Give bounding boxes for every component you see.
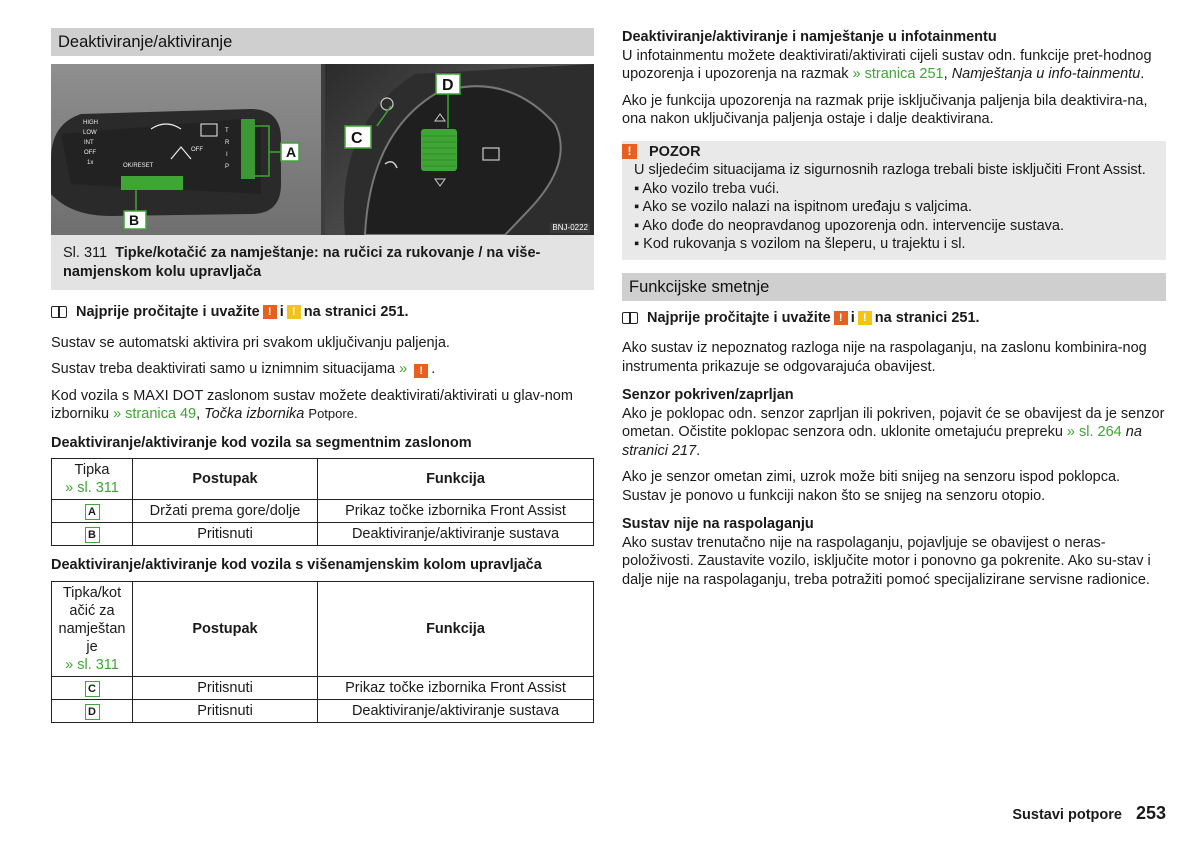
list-item: ▪ Ako se vozilo nalazi na ispitnom uređaju s valjcima.: [634, 199, 973, 215]
paragraph-sensor: Ako je poklopac odn. senzor zaprljan ili pokriven, pojavit će se obavijest da je senzor ometan. Očistite poklopac senzora odn. uklonite ometajuću prepreku » sl. 264 na stranici 217.: [622, 405, 1165, 459]
fig-311-link-2[interactable]: » sl. 311: [65, 656, 119, 673]
table-multifunction-wheel: [51, 581, 594, 723]
figure-code: BNJ-0222: [552, 223, 588, 232]
paragraph-winter: Ako je senzor ometan zimi, uzrok može biti snijeg na senzoru ispod poklopca. Sustav je ponovo u funkciji nakon što se snijeg na senzoru otopio.: [622, 469, 1121, 504]
warning-icon-inline[interactable]: !: [414, 364, 428, 378]
table2-head-procedure: Postupak: [133, 581, 318, 676]
stalk-label-trip-t: T: [225, 128, 229, 134]
read-first-reference-2: Najprije pročitajte i uvažite ! i ! na stranici 251.: [622, 309, 1166, 328]
left-column: [51, 28, 594, 723]
right-column: [622, 28, 1166, 589]
list-item: ▪ Kod rukovanja s vozilom na šleperu, u trajektu i sl.: [634, 236, 966, 252]
svg-text:D: D: [442, 77, 454, 94]
page-49-link[interactable]: » stranica 49: [113, 406, 197, 422]
caution-box: [622, 141, 1166, 260]
key-b-badge: B: [85, 527, 100, 543]
stalk-label-low: LOW: [83, 130, 97, 136]
key-d-badge: D: [85, 704, 100, 720]
table1-head-function: Funkcija: [318, 459, 594, 500]
caption-text: Tipke/kotačić za namještanje: na ručici za rukovanje / na više-namjenskom kolu upravljača: [63, 245, 541, 280]
stalk-label-trip-i: I: [226, 152, 228, 158]
paragraph-auto-activate: Sustav se automatski aktivira pri svakom uključivanju paljenja.: [51, 334, 450, 351]
svg-text:B: B: [129, 212, 140, 228]
stalk-label-off: OFF: [84, 150, 96, 156]
paragraph-infotainment: U infotainmentu možete deaktivirati/aktivirati cijeli sustav odn. funkcije pret-hodnog upozorenja i upozorenja na razmak » stranica 251, Namještanja u info-tainmentu.: [622, 47, 1152, 82]
table-segment-display: [51, 458, 594, 546]
svg-text:C: C: [351, 130, 363, 147]
note-icon[interactable]: !: [287, 305, 301, 319]
unavailable-heading: Sustav nije na raspolaganju: [622, 516, 814, 532]
caption-number: Sl. 311: [63, 245, 108, 261]
paragraph-unavailable: Ako sustav trenutačno nije na raspolaganju, pojavljuje se obavijest o neras-položivosti. Zaustavite vozilo, isključite motor i ponovno ga pokrenite. Ako su-stav i dalje nije na raspolaganju, treba potražiti pomoć specijalizirane servisne radionice.: [622, 534, 1151, 588]
table1-title: Deaktiviranje/aktiviranje kod vozila sa segmentnim zaslonom: [51, 434, 472, 451]
section-title-malfunctions: Funkcijske smetnje: [622, 273, 1166, 301]
warning-icon[interactable]: !: [263, 305, 277, 319]
table2-head-function: Funkcija: [318, 581, 594, 676]
footer-section-title: Sustavi potpore: [1012, 807, 1122, 823]
fig-264-link[interactable]: » sl. 264: [1066, 424, 1122, 440]
figure-311: [51, 64, 594, 235]
figure-stalk-panel: [51, 64, 321, 235]
paragraph-deactivate-exceptional: Sustav treba deaktivirati samo u iznimnim situacijama » ! .: [51, 361, 436, 377]
page-251-link[interactable]: » stranica 251: [852, 66, 944, 82]
ok-reset-button-highlight: [121, 176, 183, 190]
stalk-label-trip-p: P: [225, 164, 230, 170]
page-number: 253: [1135, 803, 1166, 823]
caution-icon: !: [622, 144, 637, 159]
key-c-badge: C: [85, 681, 100, 697]
section-title-deactivation: Deaktiviranje/aktiviranje: [51, 28, 594, 56]
warning-icon[interactable]: !: [834, 311, 848, 325]
page-footer: [1012, 804, 1166, 825]
caution-title: POZOR: [649, 143, 701, 160]
table1-head-key: Tipka » sl. 311: [52, 459, 133, 500]
table-row: C Pritisnuti Prikaz točke izbornika Front Assist: [52, 676, 594, 699]
read-first-reference: Najprije pročitajte i uvažite ! i ! na stranici 251.: [51, 303, 594, 322]
fig-311-link[interactable]: » sl. 311: [65, 480, 119, 496]
stalk-label-int: INT: [84, 140, 94, 146]
caution-intro: U sljedećim situacijama iz sigurnosnih razloga trebali biste isključiti Front Assist.: [634, 162, 1146, 178]
steering-wheel-illustration: [325, 64, 594, 235]
paragraph-unknown-reason: Ako sustav iz nepoznatog razloga nije na raspolaganju, na zaslonu kombinira-nog instrumenta prikazuje se odgovarajuća obavijest.: [622, 340, 1147, 375]
key-a-badge: A: [85, 504, 100, 520]
table1-head-procedure: Postupak: [133, 459, 318, 500]
note-icon[interactable]: !: [858, 311, 872, 325]
warning-link[interactable]: »: [399, 361, 408, 377]
book-icon: [51, 306, 67, 318]
list-item: ▪ Ako dođe do neopravdanog upozorenja odn. intervencije sustava.: [634, 217, 1064, 234]
table-row: D Pritisnuti Deaktiviranje/aktiviranje sustava: [52, 699, 594, 722]
infotainment-heading: Deaktiviranje/aktiviranje i namještanje u infotainmentu: [622, 29, 997, 45]
trip-rocker-highlight: [241, 119, 255, 179]
table-row: B Pritisnuti Deaktiviranje/aktiviranje sustava: [52, 523, 594, 546]
stalk-label-trip-r: R: [225, 140, 230, 146]
stalk-label-rear-off: OFF: [191, 147, 203, 153]
paragraph-distance-warning: Ako je funkcija upozorenja na razmak prije isključivanja paljenja bila deaktivira-na, ona nakon uključivanja paljenja ostaje i dalje deaktivirana.: [622, 92, 1148, 127]
stalk-label-high: HIGH: [83, 120, 98, 126]
table-row: A Držati prema gore/dolje Prikaz točke izbornika Front Assist: [52, 500, 594, 523]
sensor-heading: Senzor pokriven/zaprljan: [622, 387, 794, 403]
table2-head-key: Tipka/kot ačić za namještan je » sl. 311: [52, 581, 133, 676]
figure-caption: [51, 235, 594, 290]
paragraph-maxi-dot: Kod vozila s MAXI DOT zaslonom sustav možete deaktivirati/aktivirati u glav-nom izborniku » stranica 49, Točka izbornika Potpore.: [51, 387, 573, 422]
table2-title: Deaktiviranje/aktiviranje kod vozila s višenamjenskim kolom upravljača: [51, 557, 542, 573]
book-icon: [622, 312, 638, 324]
scroll-wheel: [421, 129, 457, 171]
wiper-stalk-illustration: [51, 64, 321, 235]
figure-wheel-panel: [325, 64, 594, 235]
stalk-label-ok-reset: OK/RESET: [123, 163, 154, 169]
stalk-label-1x: 1x: [87, 160, 94, 166]
list-item: ▪ Ako vozilo treba vući.: [634, 180, 780, 197]
svg-text:A: A: [286, 144, 297, 160]
